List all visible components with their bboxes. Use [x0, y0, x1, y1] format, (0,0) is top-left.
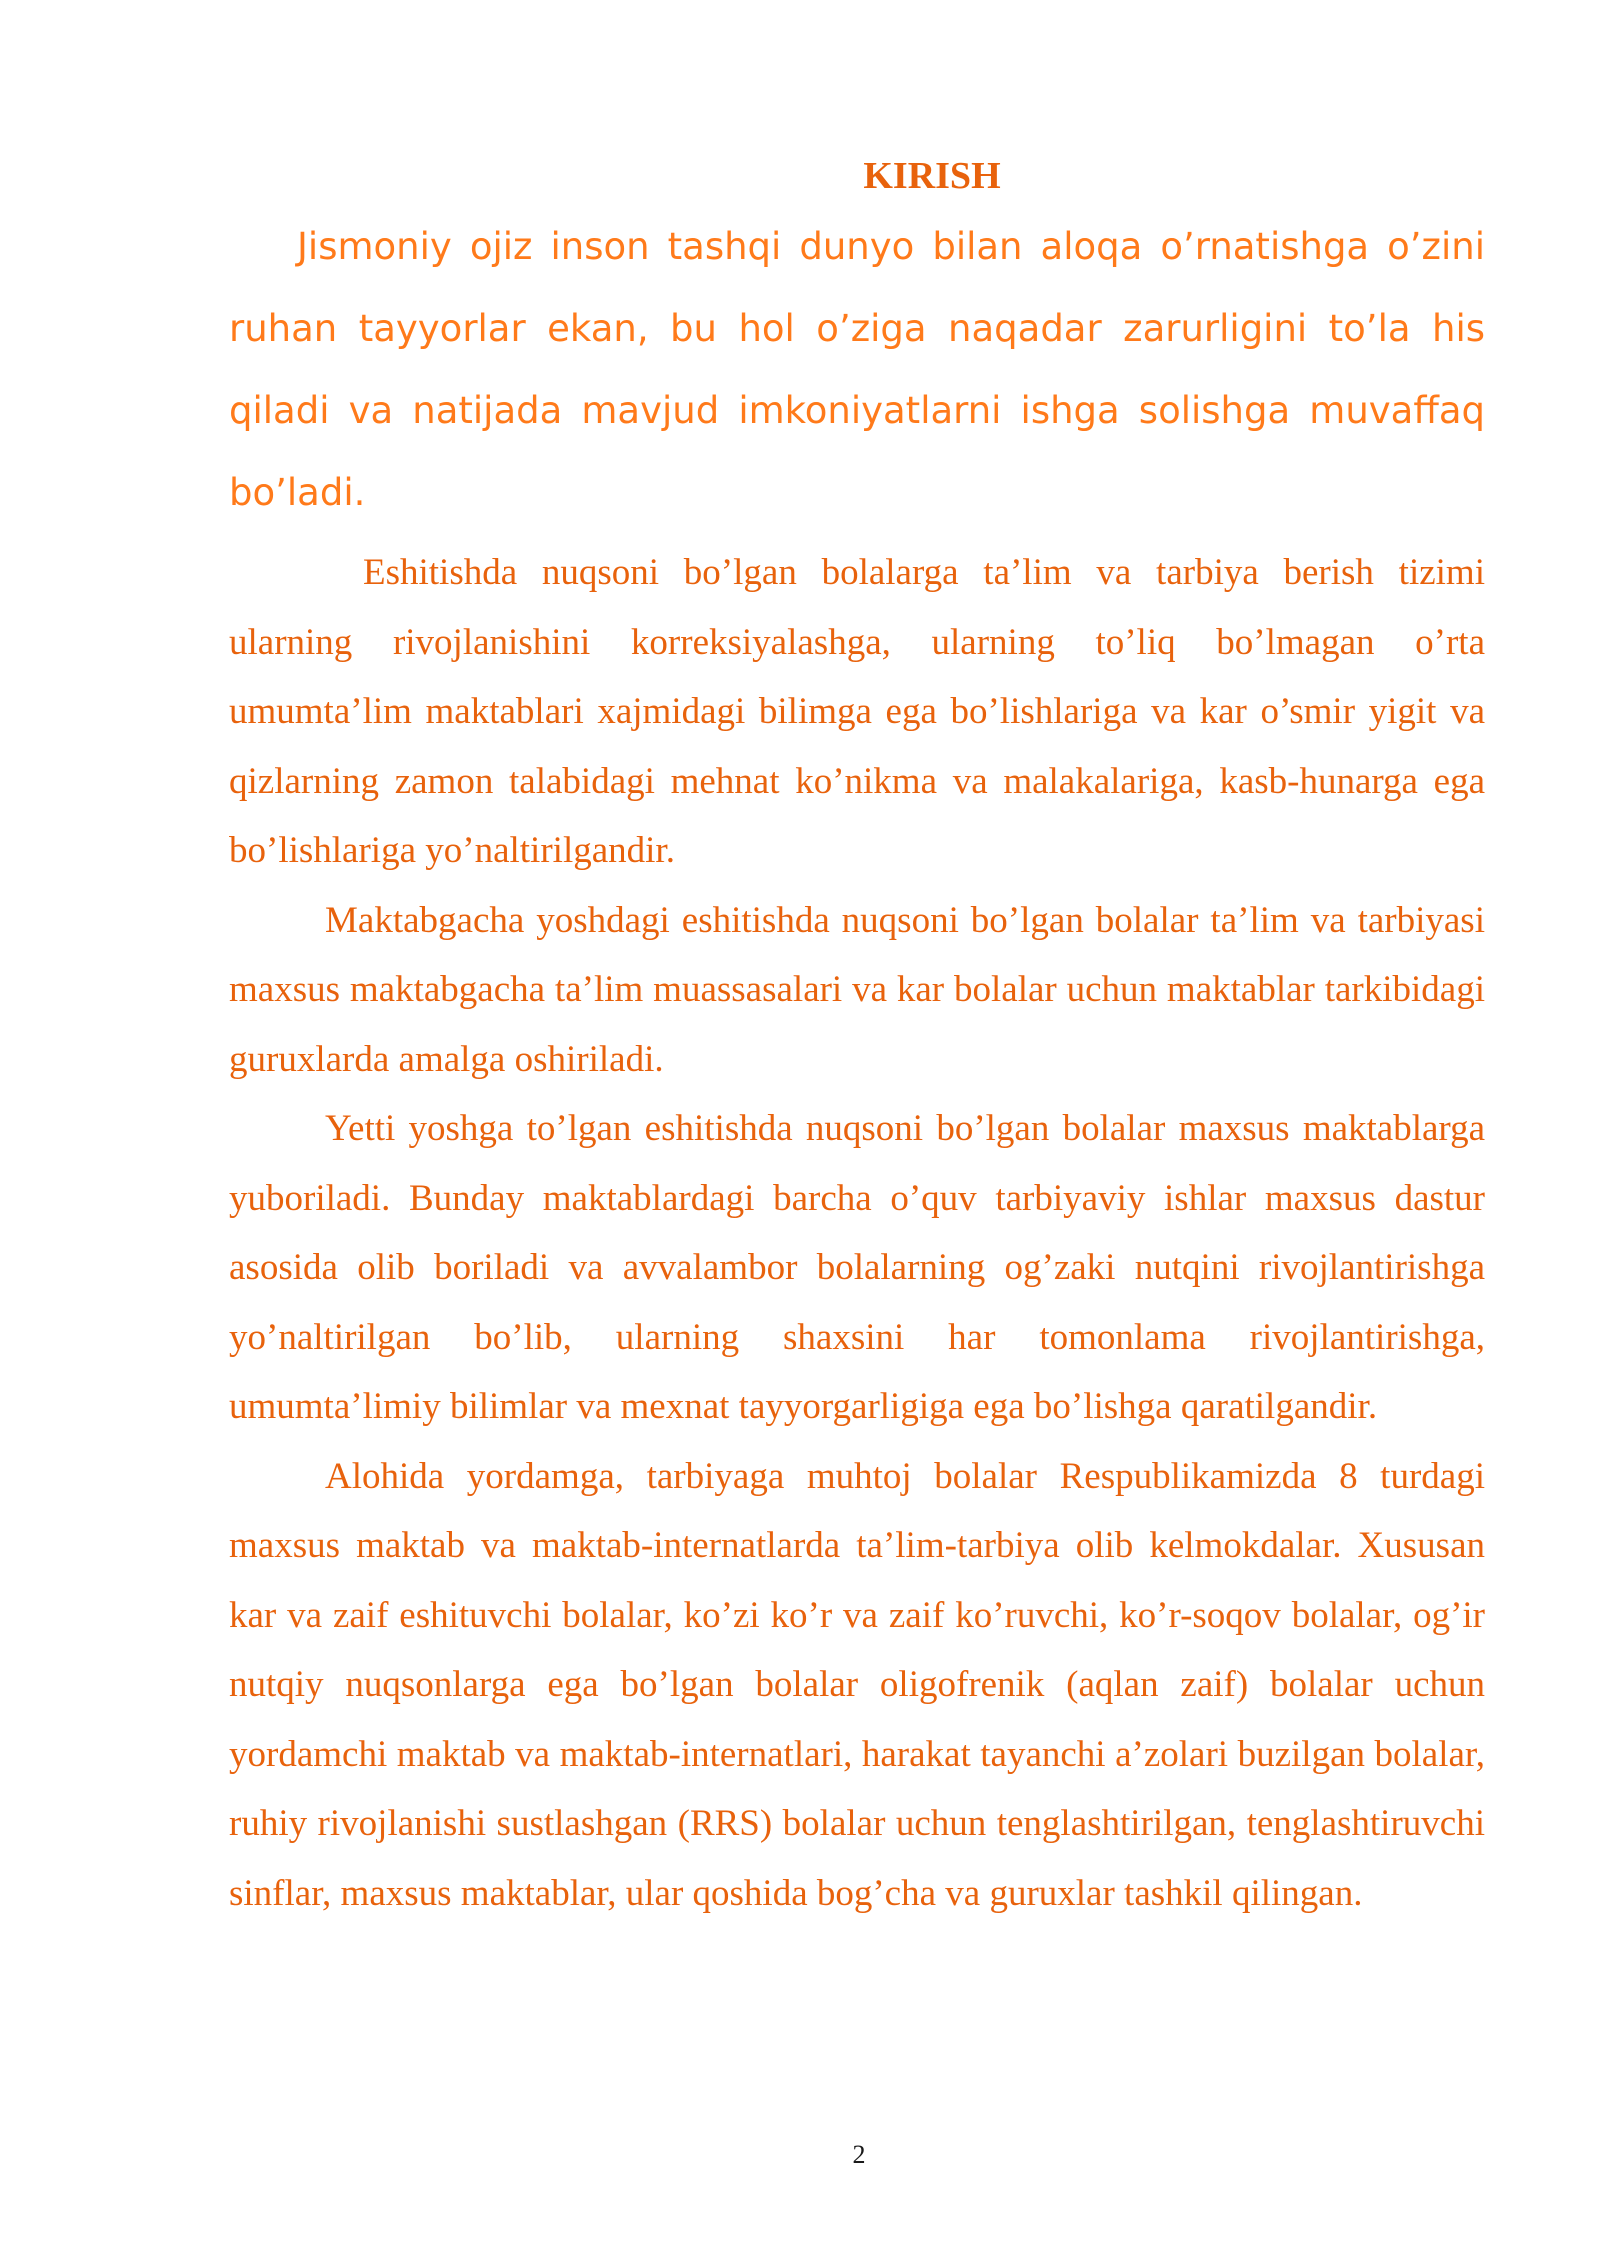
body-paragraph-2: Maktabgacha yoshdagi eshitishda nuqsoni bo’lgan bolalar ta’lim va tarbiyasi maxsus maktabgacha ta’lim muassasalari va kar bolalar uchun maktablar tarkibidagi guruxlarda amalga oshiriladi. — [229, 899, 1485, 1080]
page-content — [229, 148, 1485, 1928]
lead-paragraph: Jismoniy ojiz inson tashqi dunyo bilan aloqa o’rnatishga o’zini ruhan tayyorlar ekan, bu hol o’ziga naqadar zarurligini to’la his qiladi va natijada mavjud imkoniyatlarni ishga solishga muvaffaq bo’ladi. — [229, 225, 1485, 514]
page-number: 2 — [852, 2140, 866, 2169]
body-paragraph-1: Eshitishda nuqsoni bo’lgan bolalarga ta’lim va tarbiya berish tizimi ularning rivojlanishini korreksiyalashga, ularning to’liq bo’lmagan o’rta umumta’lim maktablari xajmidagi bilimga ega bo’lishlariga va kar o’smir yigit va qizlarning zamon talabidagi mehnat ko’nikma va malakalariga, kasb-hunarga ega bo’lishlariga yo’naltirilgandir. — [229, 552, 1485, 871]
body-paragraph-3: Yetti yoshga to’lgan eshitishda nuqsoni bo’lgan bolalar maxsus maktablarga yuboriladi. Bunday maktablardagi barcha o’quv tarbiyaviy ishlar maxsus dastur asosida olib boriladi va avvalambor bolalarning og’zaki nutqini rivojlantirishga yo’naltirilgan bo’lib, ularning shaxsini har tomonlama rivojlantirishga, umumta’limiy bilimlar va mexnat tayyorgarligiga ega bo’lishga qaratilgandir. — [229, 1108, 1485, 1427]
body-paragraph-4: Alohida yordamga, tarbiyaga muhtoj bolalar Respublikamizda 8 turdagi maxsus maktab va maktab-internatlarda ta’lim-tarbiya olib kelmokdalar. Xususan kar va zaif eshituvchi bolalar, ko’zi ko’r va zaif ko’ruvchi, ko’r-soqov bolalar, og’ir nutqiy nuqsonlarga ega bo’lgan bolalar oligofrenik (aqlan zaif) bolalar uchun yordamchi maktab va maktab-internatlari, harakat tayanchi a’zolari buzilgan bolalar, ruhiy rivojlanishi sustlashgan (RRS) bolalar uchun tenglashtirilgan, tenglashtiruvchi sinflar, maxsus maktablar, ular qoshida bog’cha va guruxlar tashkil qilingan. — [229, 1455, 1485, 1914]
page-title: KIRISH — [863, 155, 1001, 197]
